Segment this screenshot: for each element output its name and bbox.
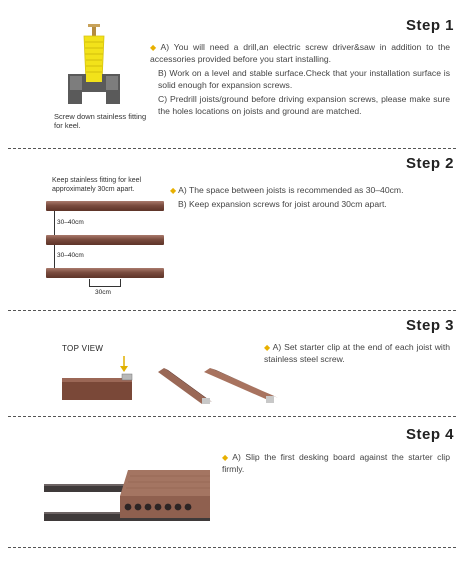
divider [8, 416, 456, 417]
step3-item-a: ◆ A) Set starter clip at the end of each joist with stainless steel screw. [264, 342, 451, 364]
bullet-icon: ◆ [150, 43, 159, 52]
step2-text [170, 185, 455, 210]
step4-item-a: ◆ A) Slip the first desking board against the starter clip firmly. [222, 452, 450, 474]
dimension-label-1: 30–40cm [57, 219, 84, 226]
bullet-icon: ◆ [170, 186, 177, 195]
screw-head [88, 24, 100, 27]
step3-title: Step 3 [405, 317, 454, 334]
step4-text [222, 452, 450, 475]
step2-title: Step 2 [405, 155, 454, 172]
expansion-anchor-illustration [62, 22, 126, 108]
step4-title: Step 4 [405, 426, 454, 443]
divider [8, 148, 456, 149]
step3-text [264, 342, 450, 365]
step1-item-a: ◆ A) You will need a drill,an electric screw driver&saw in addition to the accessories provided before you start installing. [150, 42, 450, 64]
step1-text [150, 42, 450, 117]
joist-piece-2 [204, 368, 274, 400]
joist-piece-2-illustration [200, 366, 280, 410]
starter-clip-illustration [60, 354, 220, 410]
decking-board [120, 470, 210, 496]
step2-item-b: B) Keep expansion screws for joist around 30cm apart. [178, 198, 387, 209]
starter-clip [122, 374, 132, 380]
step2-caption: Keep stainless fitting for keel approximately 30cm apart. [52, 177, 142, 193]
step2-item-a: ◆ A) The space between joists is recommended as 30–40cm. [170, 185, 404, 195]
joist-3 [46, 268, 164, 278]
step1-title: Step 1 [405, 17, 454, 34]
dimension-tick [120, 279, 121, 287]
step1-item-b: B) Work on a level and stable surface.Check that your installation surface is solid enough for expansion screws. [158, 68, 450, 90]
dimension-label-2: 30–40cm [57, 252, 84, 259]
dimension-line [54, 245, 55, 268]
step1-caption: Screw down stainless fitting for keel. [54, 112, 147, 130]
divider [8, 547, 456, 548]
dimension-line [54, 211, 55, 235]
joist-2 [46, 235, 164, 245]
decking-board-illustration [44, 466, 210, 532]
divider [8, 310, 456, 311]
bullet-icon: ◆ [264, 343, 271, 352]
dimension-line [89, 286, 120, 287]
step1-item-c: C) Predrill joists/ground before driving expansion screws, please make sure the holes locations on joists and ground are matched. [158, 94, 450, 116]
arrow-down-icon [120, 366, 128, 372]
bullet-icon: ◆ [222, 453, 231, 462]
top-view-label: TOP VIEW [62, 344, 104, 353]
joist-1 [46, 201, 164, 211]
dimension-label-3: 30cm [95, 289, 111, 296]
